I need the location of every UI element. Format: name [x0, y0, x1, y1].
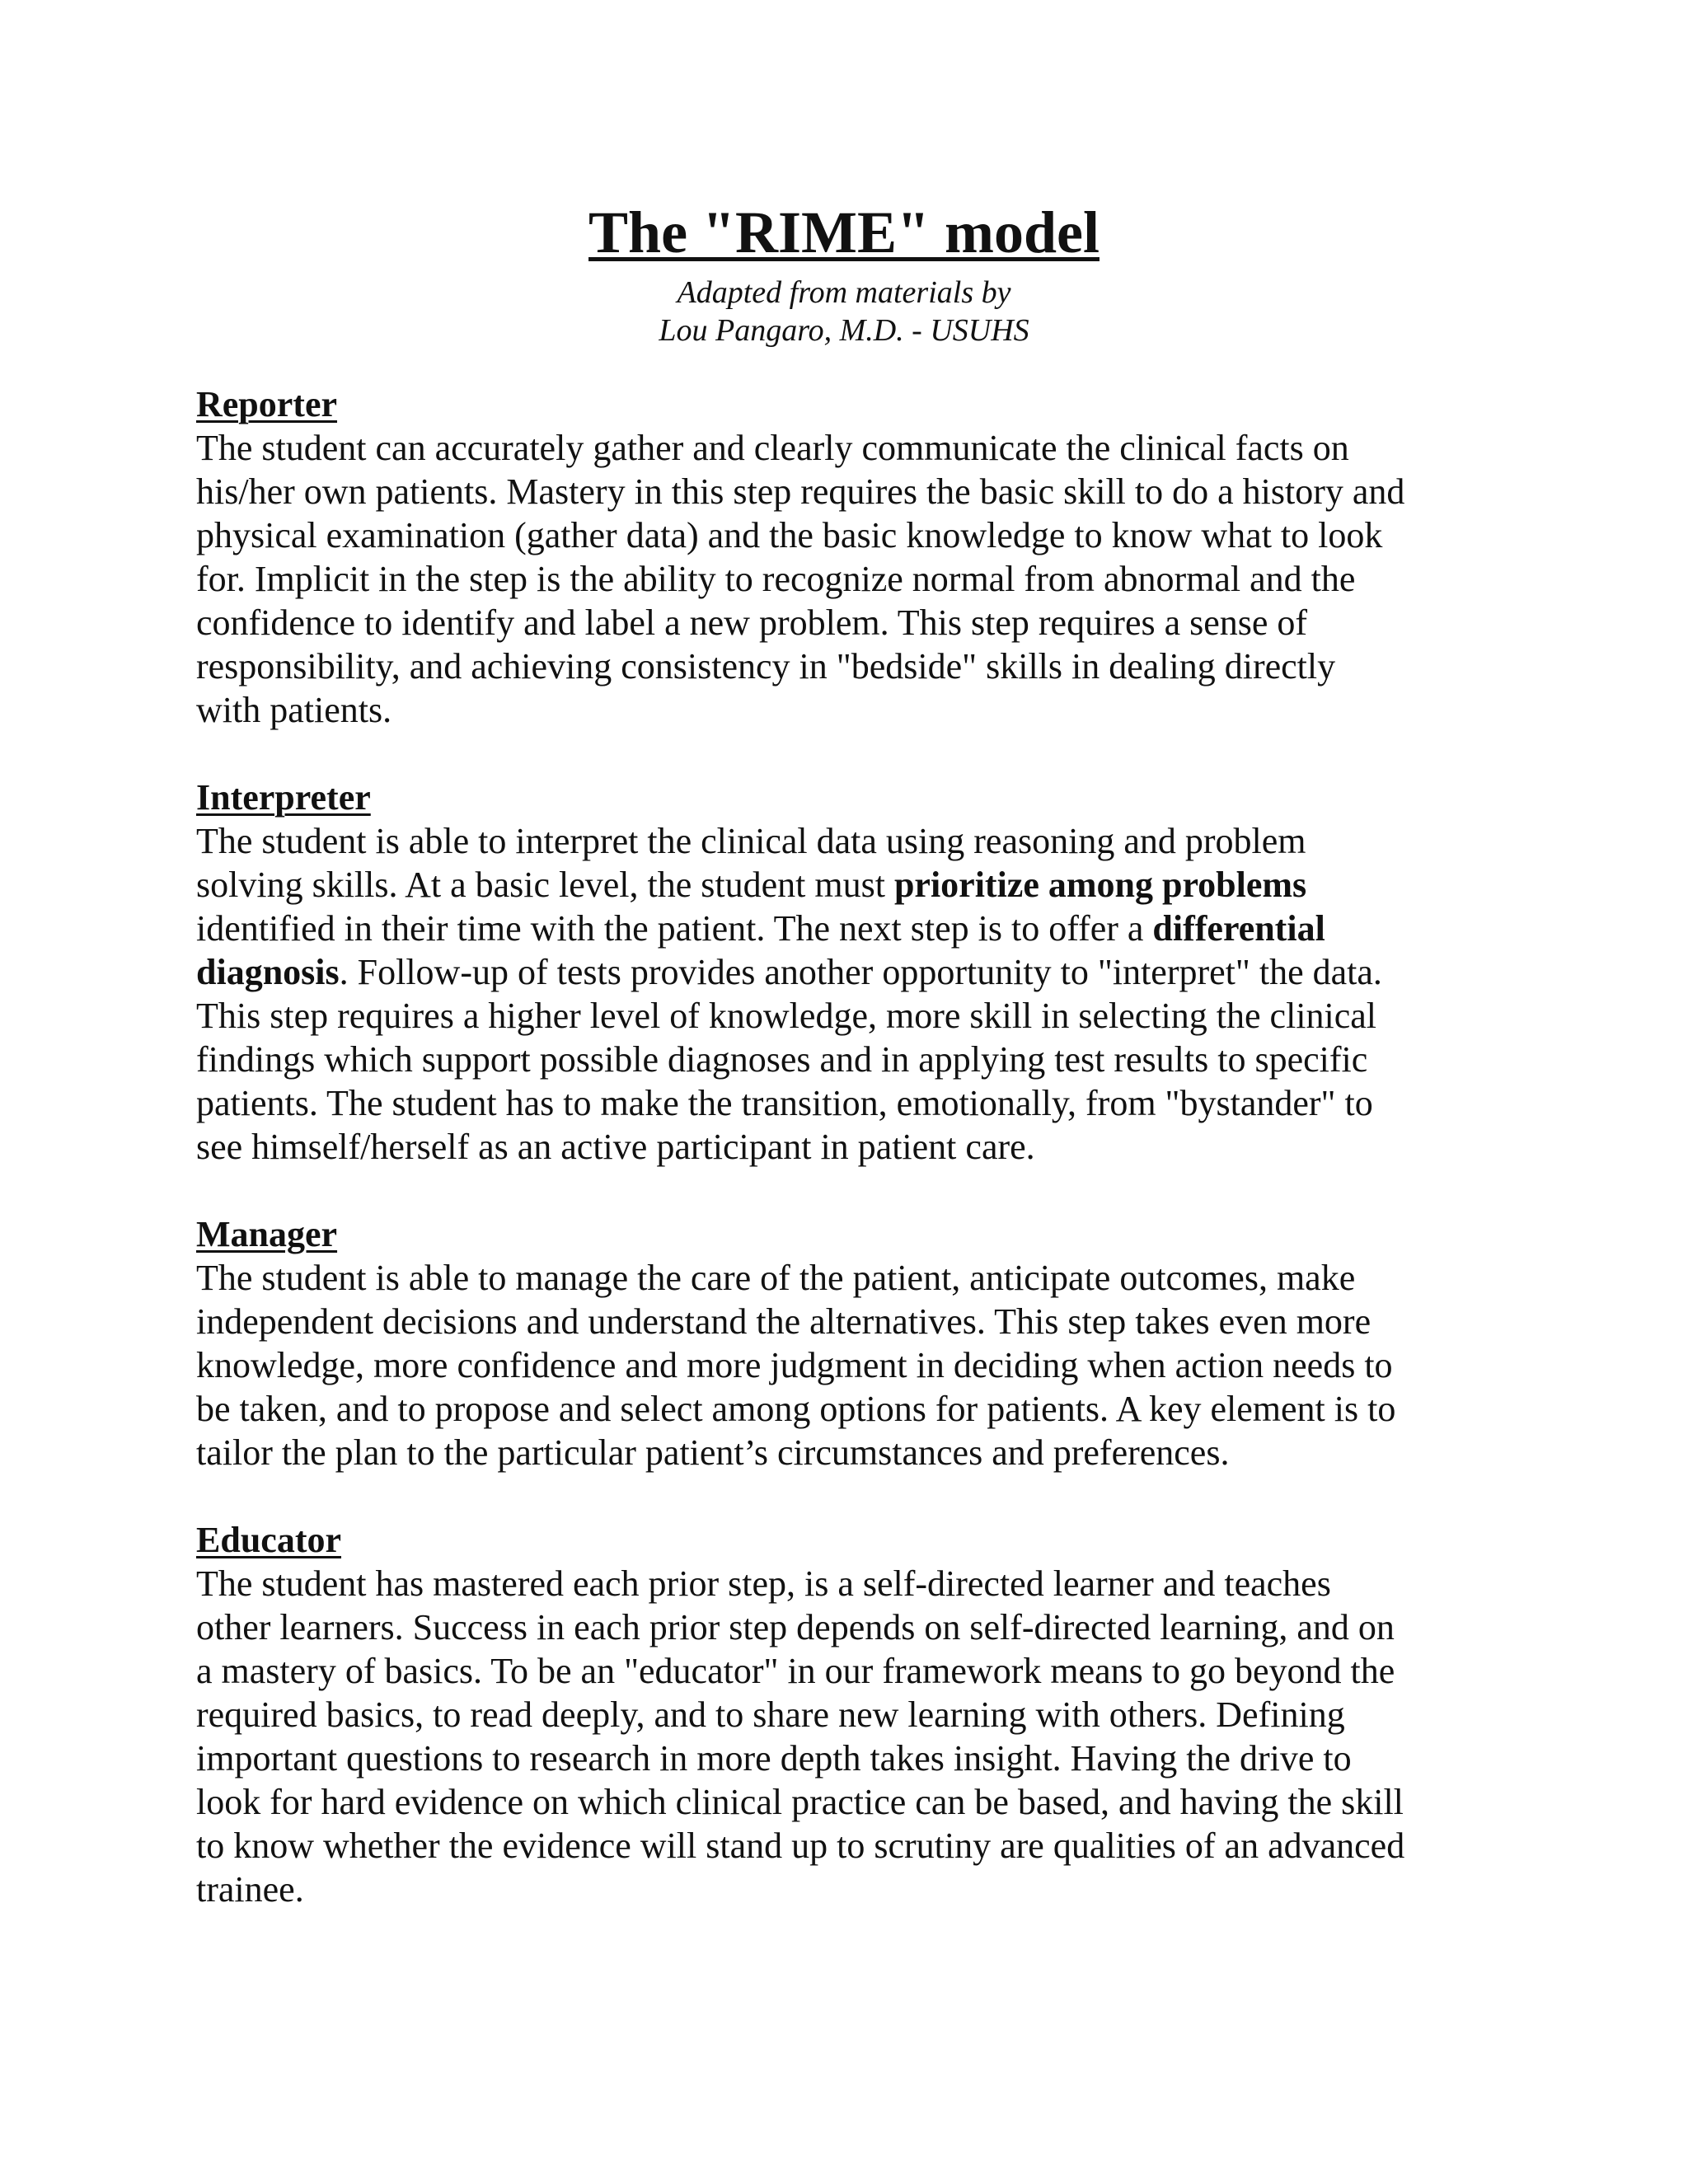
- section-interpreter: [196, 776, 1492, 1169]
- paragraph-line: look for hard evidence on which clinical practice can be based, and having the skill: [196, 1782, 1404, 1822]
- paragraph-line: knowledge, more confidence and more judgment in deciding when action needs to: [196, 1345, 1393, 1385]
- paragraph-line: physical examination (gather data) and the basic knowledge to know what to look: [196, 515, 1383, 555]
- section-heading: Interpreter: [196, 777, 371, 818]
- paragraph-line: confidence to identify and label a new problem. This step requires a sense of: [196, 602, 1308, 643]
- paragraph-line: This step requires a higher level of knowledge, more skill in selecting the clinical: [196, 996, 1377, 1036]
- paragraph-line: his/her own patients. Mastery in this step requires the basic skill to do a history and: [196, 471, 1405, 512]
- paragraph-line: The student can accurately gather and clearly communicate the clinical facts on: [196, 428, 1349, 468]
- attribution-line-1: Adapted from materials by: [677, 275, 1011, 310]
- document-title: The "RIME" model: [588, 199, 1100, 265]
- paragraph-line: to know whether the evidence will stand up to scrutiny are qualities of an advanced: [196, 1825, 1405, 1866]
- paragraph-line: responsibility, and achieving consistency in "bedside" skills in dealing directly: [196, 646, 1336, 687]
- paragraph-line: The student is able to manage the care of the patient, anticipate outcomes, make: [196, 1258, 1356, 1298]
- paragraph-line: be taken, and to propose and select among options for patients. A key element is to: [196, 1389, 1396, 1429]
- paragraph-line: required basics, to read deeply, and to share new learning with others. Defining: [196, 1694, 1345, 1735]
- section-reporter: [196, 382, 1492, 732]
- section-educator: [196, 1518, 1492, 1911]
- paragraph-line: important questions to research in more depth takes insight. Having the drive to: [196, 1738, 1352, 1779]
- document-page: [196, 191, 1492, 1911]
- emphasis-prioritize: prioritize among problems: [893, 865, 1307, 905]
- paragraph-line: a mastery of basics. To be an "educator" in our framework means to go beyond the: [196, 1651, 1395, 1691]
- paragraph-line: trainee.: [196, 1869, 304, 1910]
- paragraph-line: [196, 907, 1492, 950]
- paragraph-line: independent decisions and understand the alternatives. This step takes even more: [196, 1301, 1372, 1342]
- text-run: solving skills. At a basic level, the student must: [196, 865, 894, 905]
- section-manager: [196, 1212, 1492, 1474]
- paragraph-line: see himself/herself as an active participant in patient care.: [196, 1127, 1035, 1167]
- paragraph-line: findings which support possible diagnoses and in applying test results to specific: [196, 1039, 1368, 1080]
- text-run: . Follow-up of tests provides another opportunity to "interpret" the data.: [339, 952, 1382, 992]
- paragraph-line: [196, 863, 1492, 907]
- paragraph-line: with patients.: [196, 690, 392, 730]
- section-heading: Reporter: [196, 384, 338, 424]
- emphasis-diagnosis: diagnosis: [196, 952, 340, 992]
- paragraph-line: other learners. Success in each prior step depends on self-directed learning, and on: [196, 1607, 1395, 1647]
- text-run: identified in their time with the patient. The next step is to offer a: [196, 908, 1153, 949]
- emphasis-differential: differential: [1152, 908, 1325, 949]
- paragraph-line: tailor the plan to the particular patient’s circumstances and preferences.: [196, 1432, 1230, 1473]
- paragraph-line: patients. The student has to make the transition, emotionally, from "bystander" to: [196, 1083, 1373, 1123]
- attribution-line-2: Lou Pangaro, M.D. - USUHS: [659, 313, 1029, 348]
- paragraph-line: The student has mastered each prior step, is a self-directed learner and teaches: [196, 1563, 1331, 1604]
- paragraph-line: The student is able to interpret the clinical data using reasoning and problem: [196, 821, 1306, 861]
- document-header: [196, 191, 1492, 349]
- section-heading: Educator: [196, 1520, 341, 1560]
- paragraph-line: for. Implicit in the step is the ability to recognize normal from abnormal and the: [196, 559, 1356, 599]
- section-heading: Manager: [196, 1214, 338, 1254]
- paragraph-line: [196, 950, 1492, 994]
